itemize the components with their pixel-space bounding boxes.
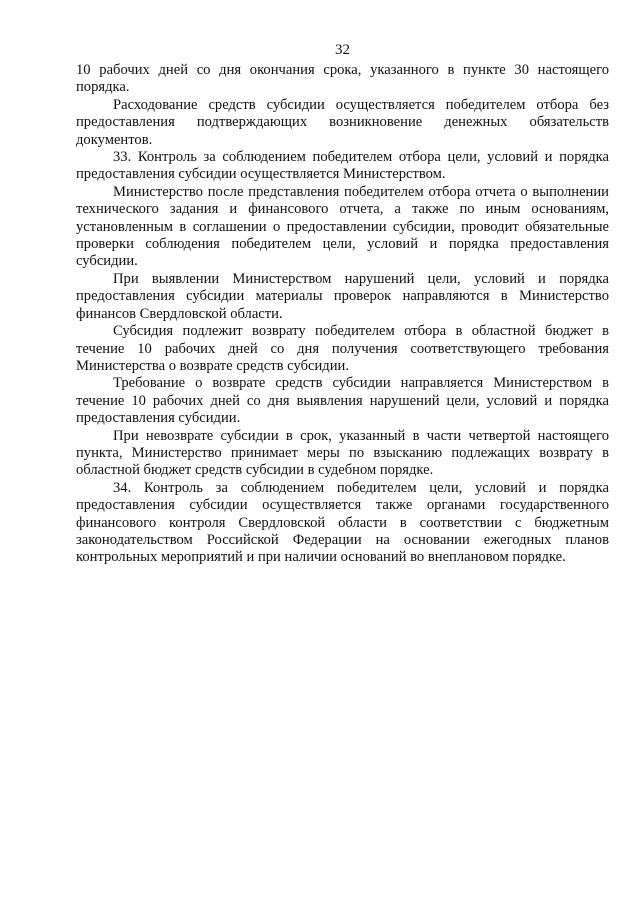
paragraph-continuation: 10 рабочих дней со дня окончания срока, указанного в пункте 30 настоящего порядка. (76, 62, 609, 96)
paragraph: Требование о возврате средств субсидии направляется Министерством в течение 10 рабочих дней со дня выявления нарушений цели, условий и порядка предоставления субсидии. (76, 375, 609, 427)
paragraph: При невозврате субсидии в срок, указанный в части четвертой настоящего пункта, Министерство принимает меры по взысканию подлежащих возврату в областной бюджет средств субсидии в судебном порядке. (76, 427, 609, 479)
paragraph: При выявлении Министерством нарушений цели, условий и порядка предоставления субсидии материалы проверок направляются в Министерство финансов Свердловской области. (76, 270, 609, 322)
paragraph: Министерство после представления победителем отбора отчета о выполнении технического задания и финансового отчета, а также по иным основаниям, установленным в соглашении о предоставлении субсидии, проводит обязательные проверки соблюдения победителем цели, условий и порядка предоставления субсидии. (76, 183, 609, 270)
document-page (76, 40, 609, 567)
paragraph: Расходование средств субсидии осуществляется победителем отбора без предоставления подтверждающих возникновение денежных обязательств документов. (76, 96, 609, 148)
paragraph-item-33: 33. Контроль за соблюдением победителем отбора цели, условий и порядка предоставления субсидии осуществляется Министерством. (76, 149, 609, 183)
paragraph-item-34: 34. Контроль за соблюдением победителем цели, условий и порядка предоставления субсидии осуществляется также органами государственного финансового контроля Свердловской области в соответствии с бюджетным законодательством Российской Федерации на основании ежегодных планов контрольных мероприятий и при наличии оснований во внеплановом порядке. (76, 479, 609, 566)
page-number: 32 (335, 42, 350, 58)
paragraph: Субсидия подлежит возврату победителем отбора в областной бюджет в течение 10 рабочих дней со дня получения соответствующего требования Министерства о возврате средств субсидии. (76, 323, 609, 374)
